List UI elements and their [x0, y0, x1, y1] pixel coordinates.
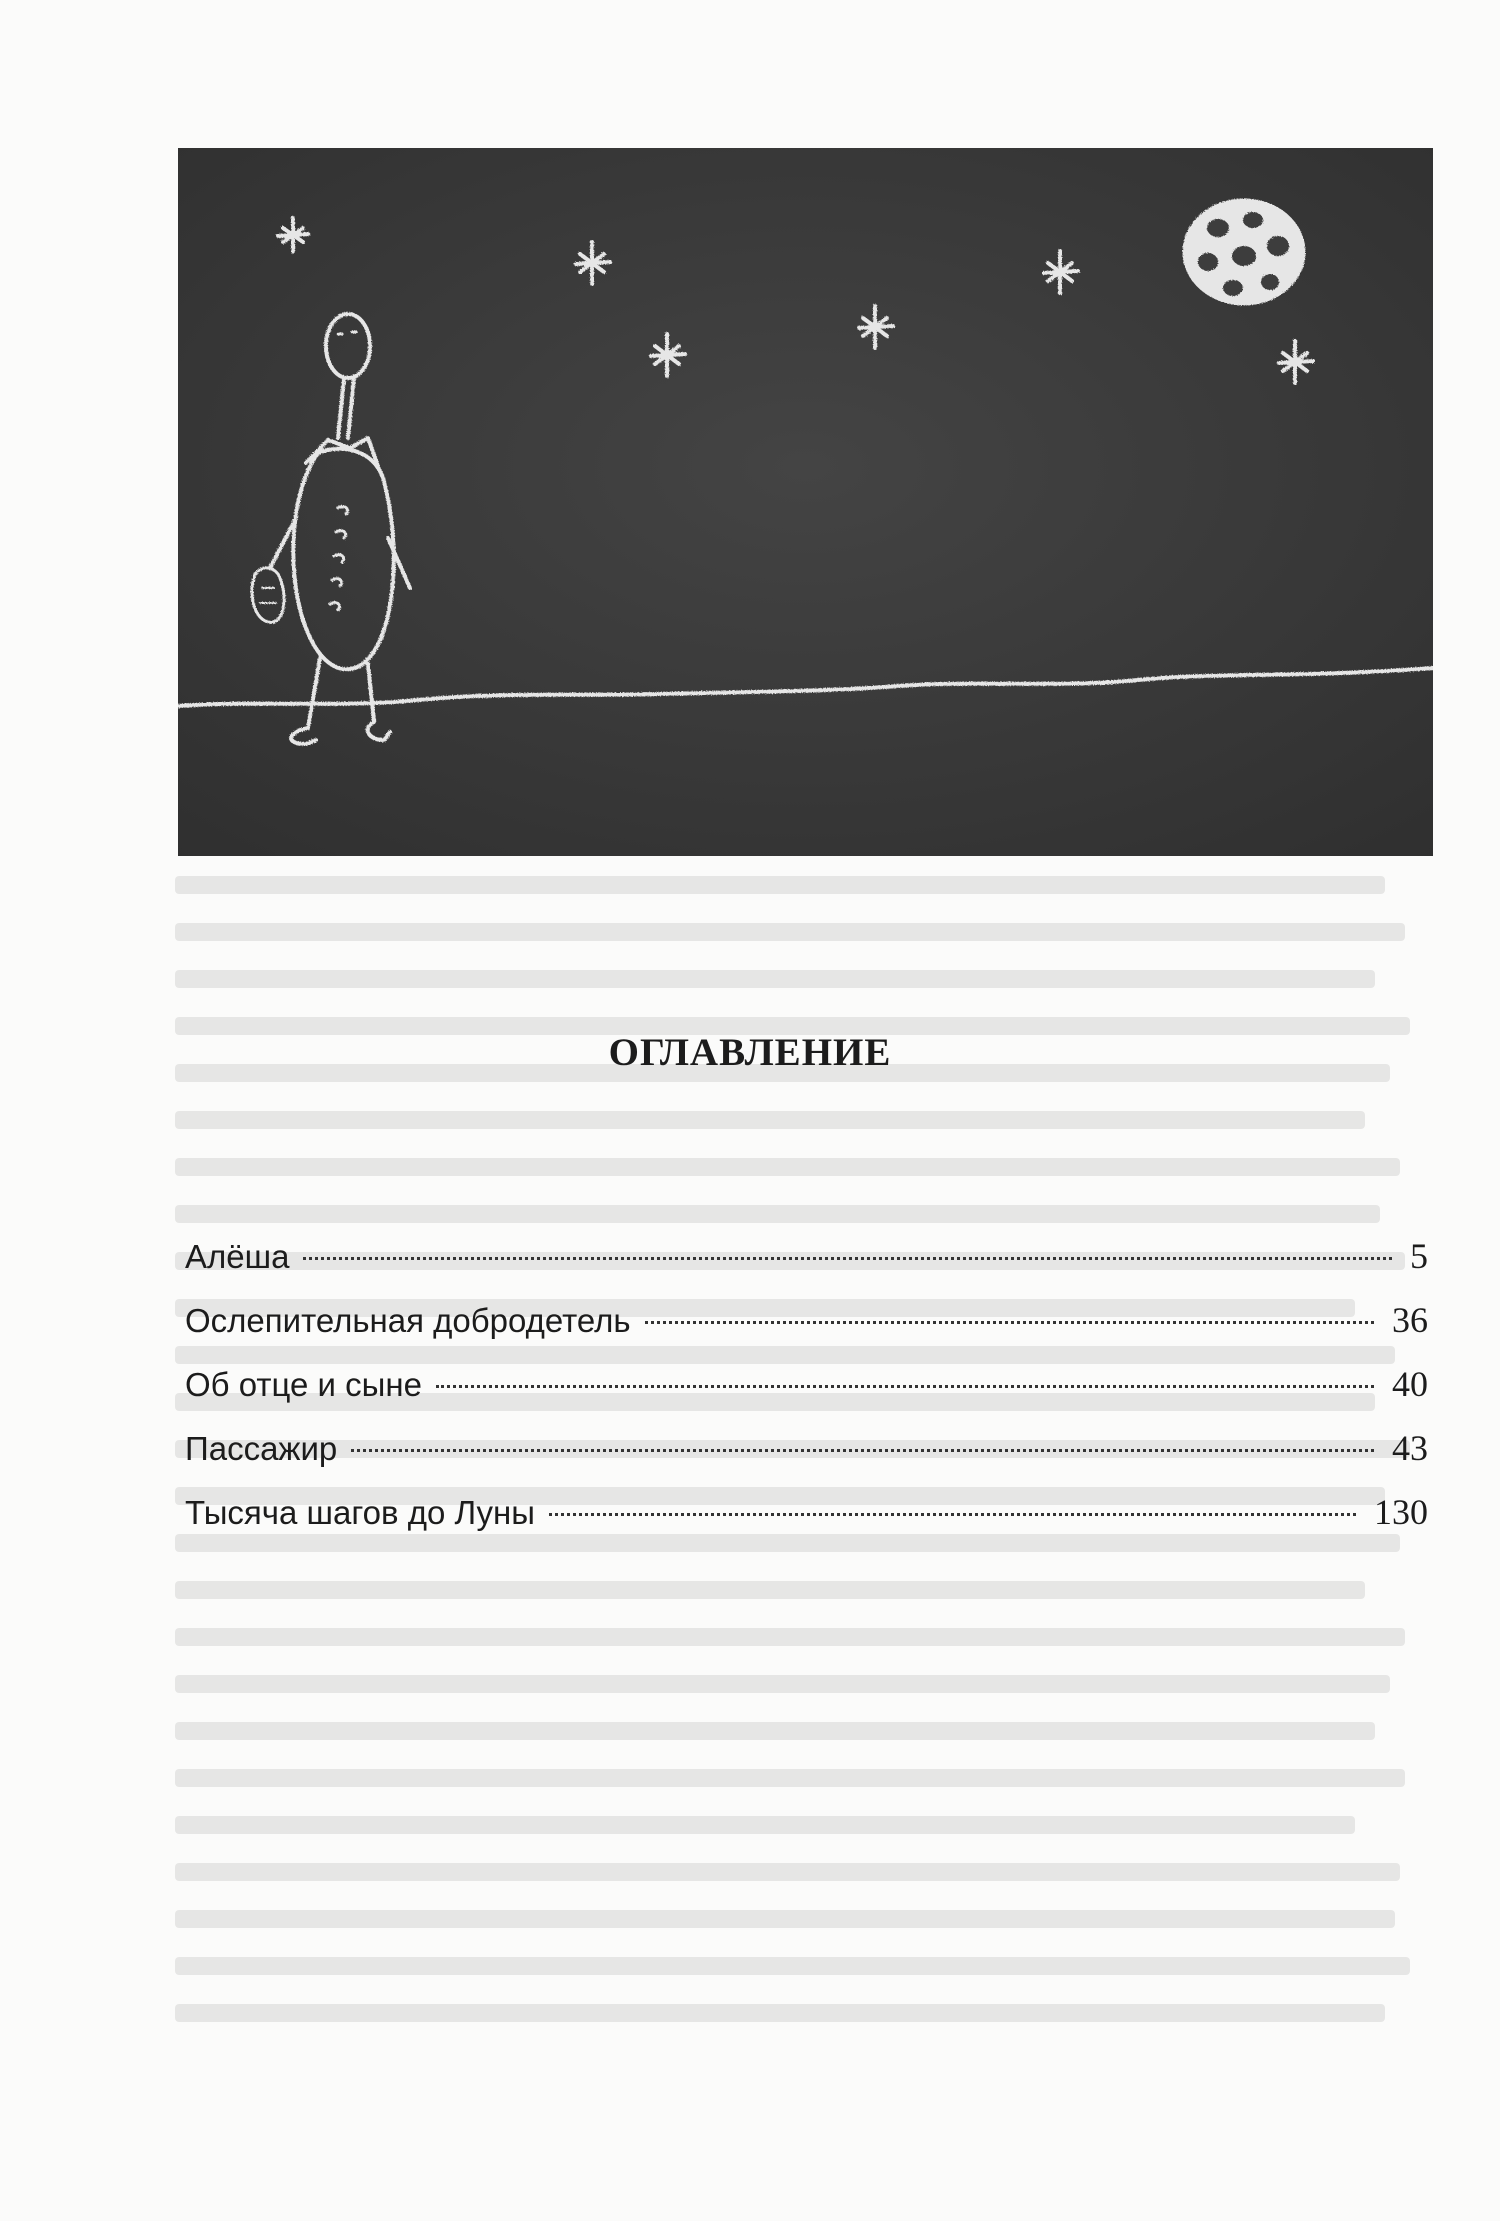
dot-leader — [549, 1513, 1356, 1516]
dot-leader — [436, 1385, 1374, 1388]
dot-leader — [645, 1321, 1374, 1324]
toc-entry[interactable] — [185, 1299, 1428, 1363]
toc-entry-label: Тысяча шагов до Луны — [185, 1494, 535, 1531]
toc-entry-label: Пассажир — [185, 1430, 338, 1467]
table-of-contents — [185, 1235, 1428, 1555]
toc-entry-page: 36 — [1392, 1300, 1428, 1340]
toc-entry-label: Об отце и сыне — [185, 1366, 422, 1403]
dot-leader — [303, 1257, 1392, 1260]
dot-leader — [351, 1449, 1374, 1452]
toc-entry-label: Ослепительная добродетель — [185, 1302, 631, 1339]
toc-entry[interactable] — [185, 1427, 1428, 1491]
toc-entry-page: 43 — [1392, 1428, 1428, 1468]
chalk-drawing-illustration — [178, 148, 1433, 856]
toc-entry-page: 130 — [1374, 1492, 1428, 1532]
toc-title: ОГЛАВЛЕНИЕ — [608, 1031, 892, 1074]
toc-entry[interactable] — [185, 1363, 1428, 1427]
toc-entry-page: 40 — [1392, 1364, 1428, 1404]
moon-icon — [1184, 200, 1304, 304]
toc-entry[interactable] — [185, 1491, 1428, 1555]
toc-entry[interactable] — [185, 1235, 1428, 1299]
toc-entry-page: 5 — [1410, 1236, 1428, 1276]
toc-entry-label: Алёша — [185, 1238, 290, 1275]
